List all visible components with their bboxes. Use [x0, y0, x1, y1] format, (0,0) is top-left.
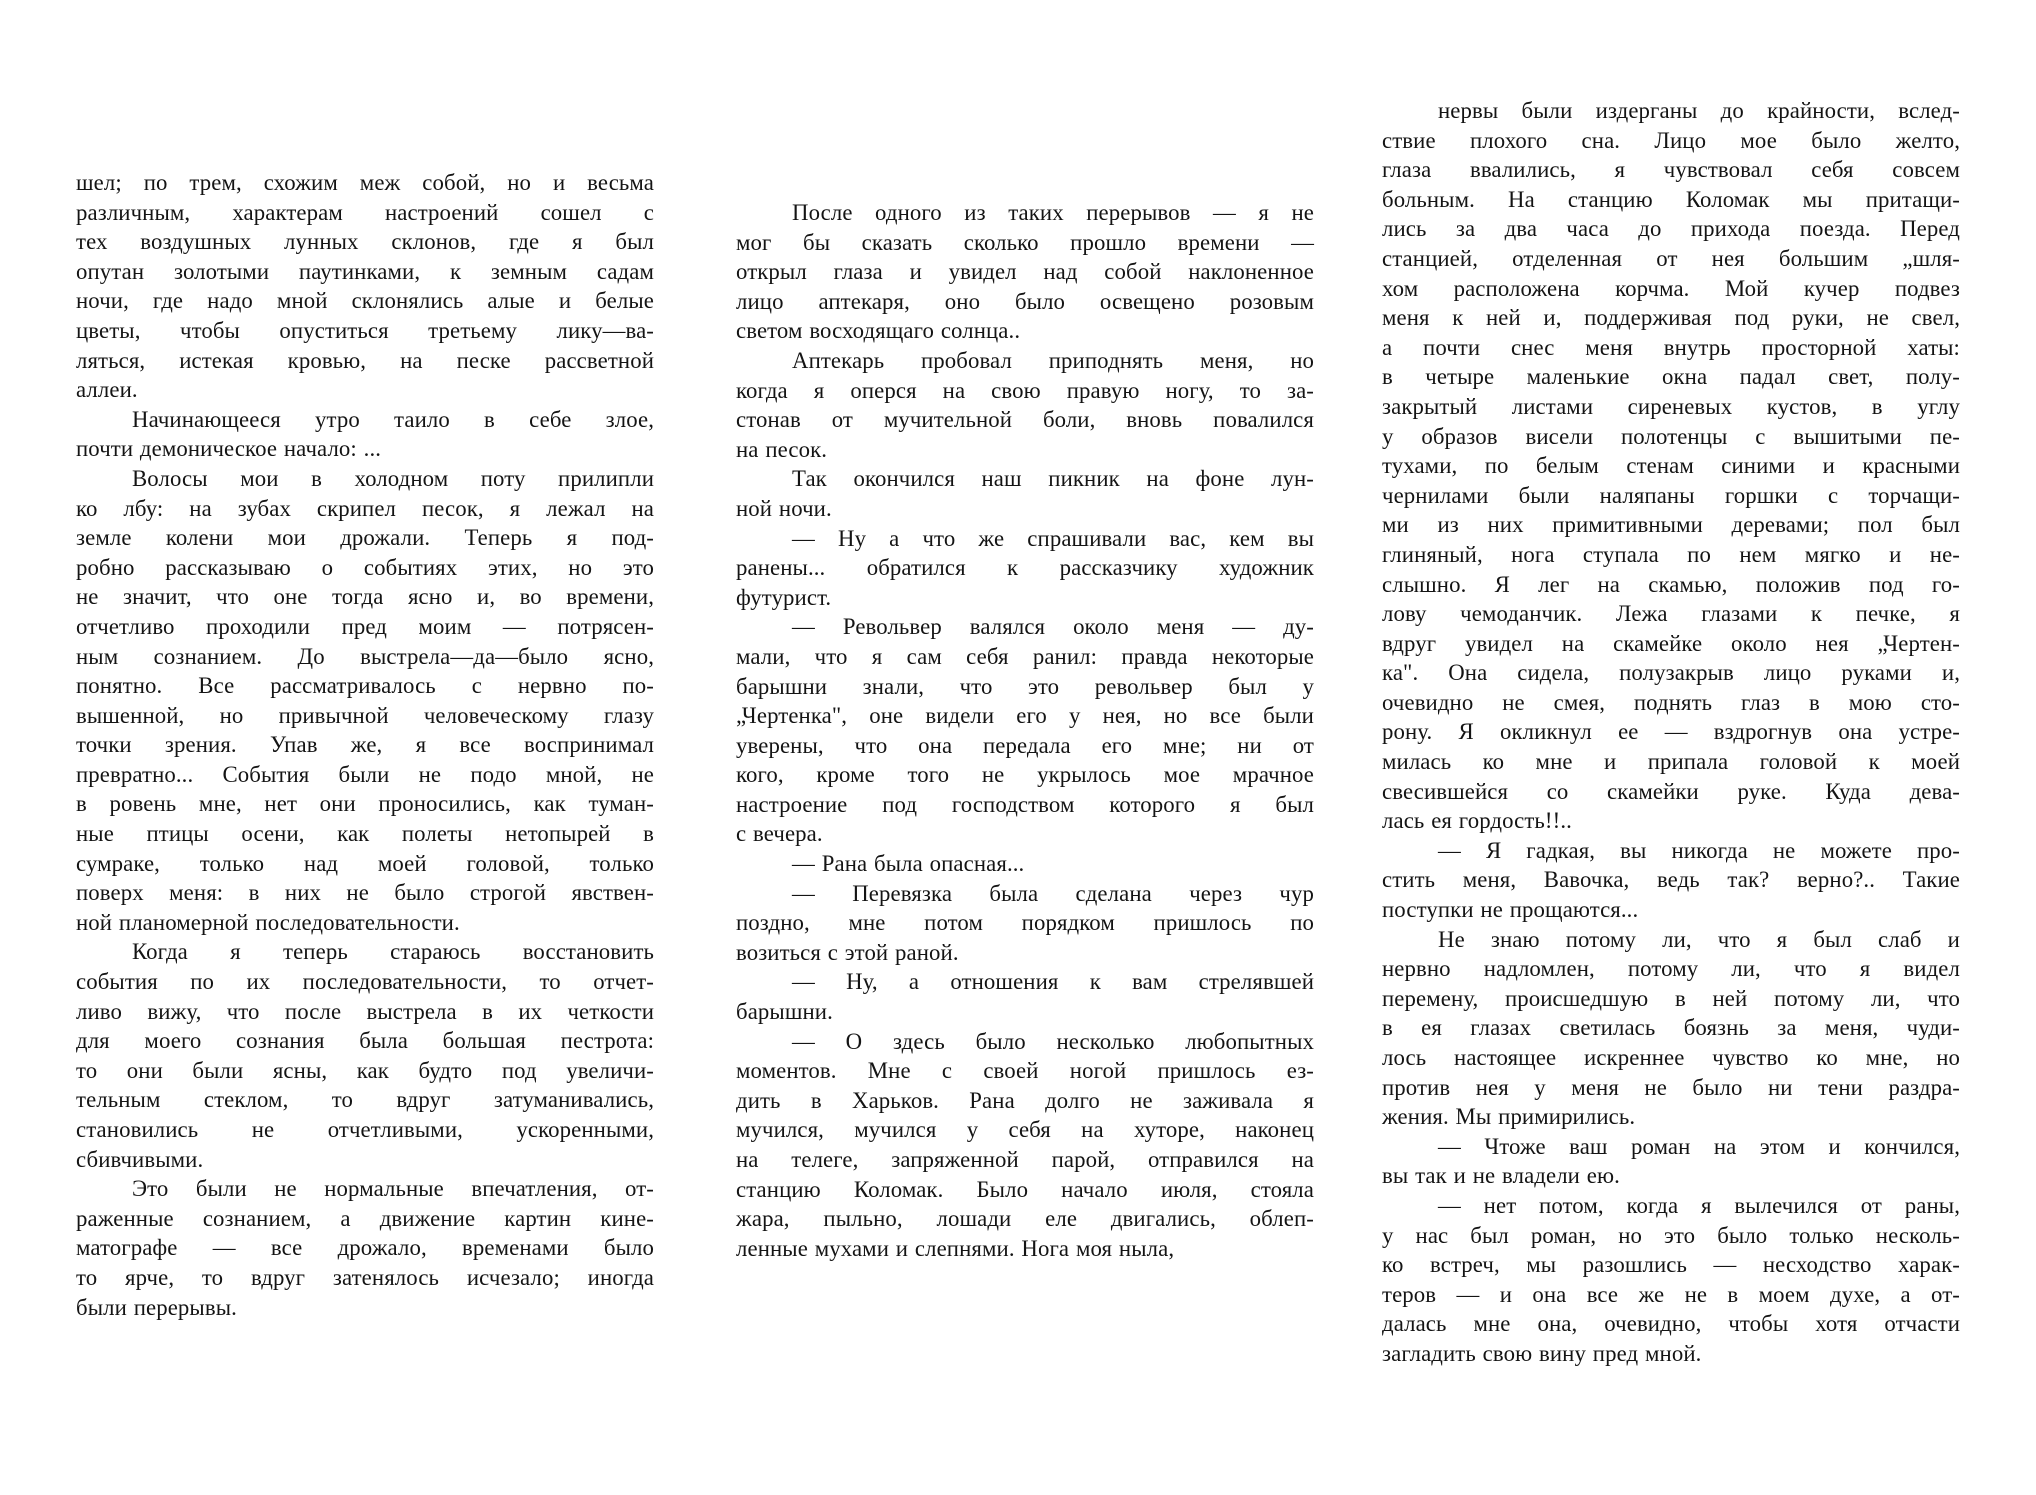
text-line: у образов висели полотенцы с вышитыми пе-	[1382, 423, 1960, 449]
text-line: ствие плохого сна. Лицо мое было желто,	[1382, 127, 1960, 153]
text-line: вы так и не владели ею.	[1382, 1163, 1620, 1189]
text-line: робно рассказываю о событиях этих, но это	[76, 554, 654, 580]
paragraph	[76, 937, 654, 1174]
text-line: футурист.	[736, 584, 832, 610]
text-line: вдруг увидел на скамейке около нея „Чертен-	[1382, 630, 1960, 656]
text-line: светом восходящаго солнца..	[736, 318, 1021, 344]
text-line: теров — и она все же не в моем духе, а от-	[1382, 1281, 1960, 1307]
text-line: станцией, отделенная от нея большим „шля-	[1382, 245, 1960, 271]
text-line: Не знаю потому ли, что я был слаб и	[1438, 926, 1960, 952]
text-line: лись за два часа до прихода поезда. Перед	[1382, 216, 1960, 242]
text-line: станцию Коломак. Было начало июля, стояла	[736, 1176, 1314, 1202]
text-line: ми из них примитивными деревами; пол был	[1382, 512, 1960, 538]
text-line: ные птицы осени, как полеты нетопырей в	[76, 821, 654, 847]
text-line: лась ея гордость!!..	[1382, 808, 1572, 834]
text-line: Когда я теперь стараюсь восстановить	[132, 939, 654, 965]
text-line: с вечера.	[736, 821, 823, 847]
text-line: то ярче, то вдруг затенялось исчезало; иногда	[76, 1264, 654, 1290]
text-line: мог бы сказать сколько прошло времени —	[736, 229, 1314, 255]
text-line: перемену, происшедшую в ней потому ли, что	[1382, 985, 1960, 1011]
text-line: земле колени мои дрожали. Теперь я под-	[76, 525, 654, 551]
text-line: свесившейся со скамейки руке. Куда дева-	[1382, 778, 1960, 804]
paragraph	[1382, 1191, 1960, 1369]
paragraph	[76, 464, 654, 938]
text-line: ко лбу: на зубах скрипел песок, я лежал на	[76, 495, 654, 521]
text-line: барышни знали, что это револьвер был у	[736, 673, 1314, 699]
text-line: лову чемоданчик. Лежа глазами к печке, я	[1382, 601, 1960, 627]
paragraph	[736, 198, 1314, 346]
text-line: слышно. Я лег на скамью, положив под го-	[1382, 571, 1960, 597]
text-line: глиняный, нога ступала по нем мягко и не-	[1382, 541, 1960, 567]
text-line: чернилами были наляпаны горшки с торчащи-	[1382, 482, 1960, 508]
text-line: Так окончился наш пикник на фоне лун-	[792, 466, 1314, 492]
text-line: жара, пыльно, лошади еле двигались, облеп-	[736, 1206, 1314, 1232]
text-line: матографе — все дрожало, временами было	[76, 1235, 654, 1261]
paragraph	[1382, 836, 1960, 925]
text-line: ранены... обратился к рассказчику художник	[736, 555, 1314, 581]
text-line: становились не отчетливыми, ускоренными,	[76, 1117, 654, 1142]
text-line: не значит, что оне тогда ясно и, во времени,	[76, 584, 654, 610]
text-line: — Ну, а отношения к вам стрелявшей	[792, 969, 1314, 995]
text-line: события по их последовательности, то отчет-	[76, 969, 654, 995]
text-line: моментов. Мне с своей ногой пришлось ез-	[736, 1058, 1314, 1084]
text-line: — Ну а что же спрашивали вас, кем вы	[792, 525, 1314, 551]
text-line: против нея у меня не было ни тени раздра-	[1382, 1074, 1960, 1100]
text-line: Аптекарь пробовал приподнять меня, но	[792, 347, 1314, 373]
text-line: на песок.	[736, 436, 828, 462]
text-line: лицо аптекаря, оно было освещено розовым	[736, 288, 1314, 314]
text-line: у нас был роман, но это было только несколь-	[1382, 1222, 1960, 1248]
text-line: — Я гадкая, вы никогда не можете про-	[1438, 837, 1960, 863]
paragraph	[736, 849, 1314, 879]
text-line: Начинающееся утро таило в себе злое,	[132, 406, 654, 432]
text-line: — Рана была опасная...	[792, 851, 1025, 877]
paragraph	[736, 1027, 1314, 1264]
text-line: тех воздушных лунных склонов, где я был	[76, 229, 654, 255]
text-line: понятно. Все рассматривалось с нервно по-	[76, 673, 654, 699]
paragraph	[1382, 96, 1960, 836]
paragraph	[736, 967, 1314, 1026]
text-line: — Перевязка была сделана через чур	[792, 880, 1314, 906]
text-line: нервы были издерганы до крайности, вслед-	[1438, 98, 1960, 123]
text-line: После одного из таких перерывов — я не	[792, 200, 1314, 225]
text-line: в ровень мне, нет они проносились, как туман-	[76, 791, 654, 817]
text-line: в четыре маленькие окна падал свет, полу-	[1382, 364, 1960, 390]
paragraph	[76, 405, 654, 464]
text-line: мали, что я сам себя ранил: правда некоторые	[736, 643, 1314, 669]
text-line: нервно надломлен, потому ли, что я видел	[1382, 956, 1960, 982]
text-line: ко встреч, мы разошлись — несходство харак-	[1382, 1252, 1960, 1278]
paragraph	[736, 346, 1314, 464]
text-line: то они были ясны, как будто под увеличи-	[76, 1057, 654, 1083]
text-line: загладить свою вину пред мной.	[1382, 1340, 1702, 1366]
text-line: ной планомерной последовательности.	[76, 909, 460, 935]
text-line: дить в Харьков. Рана долго не заживала я	[736, 1087, 1314, 1113]
paragraph	[76, 1174, 654, 1322]
text-line: ночи, где надо мной склонялись алые и белые	[76, 288, 654, 314]
text-line: аллеи.	[76, 377, 138, 403]
text-line: сумраке, только над моей головой, только	[76, 850, 654, 876]
paragraph	[736, 612, 1314, 849]
text-line: для моего сознания была большая пестрота:	[76, 1028, 654, 1054]
text-line: когда я оперся на свою правую ногу, то за-	[736, 377, 1314, 403]
text-line: тельным стеклом, то вдруг затуманивались,	[76, 1087, 654, 1113]
text-line: ленные мухами и слепнями. Нога моя ныла,	[736, 1235, 1175, 1261]
text-line: стить меня, Вавочка, ведь так? верно?.. Такие	[1382, 867, 1960, 893]
text-line: милась ко мне и припала головой к моей	[1382, 749, 1960, 775]
text-line: вышенной, но привычной человеческому глазу	[76, 702, 654, 728]
text-line: открыл глаза и увидел над собой наклоненное	[736, 259, 1314, 285]
text-line: точки зрения. Упав же, я все воспринимал	[76, 732, 654, 758]
text-line: в ея глазах светилась боязнь за меня, чуди-	[1382, 1015, 1960, 1041]
text-line: превратно... События были не подо мной, не	[76, 761, 654, 787]
text-line: поверх меня: в них не было строгой явствен-	[76, 880, 654, 906]
text-line: были перерывы.	[76, 1294, 237, 1320]
text-line: а почти снес меня внутрь просторной хаты:	[1382, 334, 1960, 360]
text-line: почти демоническое начало: ...	[76, 436, 382, 462]
text-line: „Чертенка", оне видели его у нея, но все были	[736, 703, 1314, 729]
text-line: — О здесь было несколько любопытных	[792, 1028, 1314, 1054]
text-line: — Чтоже ваш роман на этом и кончился,	[1438, 1133, 1960, 1159]
paragraph	[736, 879, 1314, 968]
text-line: цветы, чтобы опуститься третьему лику—ва-	[76, 317, 654, 343]
text-line: на телеге, запряженной парой, отправился на	[736, 1147, 1314, 1172]
text-line: сбивчивыми.	[76, 1146, 204, 1172]
text-line: рону. Я окликнул ее — вздрогнув она устре-	[1382, 719, 1960, 745]
text-line: хом расположена корчма. Мой кучер подвез	[1382, 275, 1960, 301]
text-line: стонав от мучительной боли, вновь повалился	[736, 407, 1314, 433]
text-line: ляться, истекая кровью, на песке рассветной	[76, 347, 654, 373]
text-line: ливо вижу, что после выстрела в их четкости	[76, 998, 654, 1024]
text-line: уверены, что она передала его мне; ни от	[736, 732, 1314, 758]
text-line: ка". Она сидела, полузакрыв лицо руками и,	[1382, 660, 1960, 686]
text-line: больным. На станцию Коломак мы притащи-	[1382, 186, 1960, 212]
text-line: тухами, по белым стенам синими и красными	[1382, 453, 1960, 479]
text-column-left	[76, 0, 654, 1322]
text-line: ной ночи.	[736, 495, 832, 521]
text-line: настроение под господством которого я был	[736, 791, 1314, 817]
paragraph	[1382, 1132, 1960, 1191]
text-line: закрытый листами сиреневых кустов, в углу	[1382, 393, 1960, 419]
text-line: отчетливо проходили пред моим — потрясен-	[76, 613, 654, 639]
text-column-middle	[736, 0, 1314, 1263]
text-line: глаза ввалились, я чувствовал себя совсем	[1382, 157, 1960, 183]
paragraph	[736, 524, 1314, 613]
text-line: опутан золотыми паутинками, к земным садам	[76, 258, 654, 284]
text-line: — нет потом, когда я вылечился от раны,	[1438, 1192, 1960, 1218]
text-line: раженные сознанием, а движение картин кине-	[76, 1205, 654, 1231]
paragraph	[736, 464, 1314, 523]
text-line: далась мне она, очевидно, чтобы хотя отчасти	[1382, 1311, 1960, 1337]
text-line: меня к ней и, поддерживая под руки, не свел,	[1382, 305, 1960, 331]
text-line: ным сознанием. До выстрела—да—было ясно,	[76, 643, 654, 669]
text-line: кого, кроме того не укрылось мое мрачное	[736, 762, 1314, 788]
text-line: — Револьвер валялся около меня — ду-	[792, 614, 1314, 640]
text-line: возиться с этой раной.	[736, 939, 959, 965]
text-line: мучился, мучился у себя на хуторе, наконец	[736, 1117, 1314, 1143]
text-line: Это были не нормальные впечатления, от-	[132, 1176, 654, 1202]
text-line: барышни.	[736, 999, 833, 1025]
text-line: Волосы мои в холодном поту прилипли	[132, 465, 654, 491]
text-line: жения. Мы примирились.	[1382, 1104, 1636, 1130]
paragraph	[76, 168, 654, 405]
text-line: шел; по трем, схожим меж собой, но и весьма	[76, 170, 654, 195]
text-line: лось настоящее искреннее чувство ко мне, но	[1382, 1045, 1960, 1070]
text-line: поздно, мне потом порядком пришлось по	[736, 910, 1314, 936]
text-column-right	[1382, 0, 1960, 1369]
text-line: поступки не прощаются...	[1382, 897, 1639, 923]
text-line: очевидно не смея, поднять глаз в мою сто-	[1382, 689, 1960, 715]
paragraph	[1382, 925, 1960, 1132]
text-line: различным, характерам настроений сошел с	[76, 199, 654, 225]
